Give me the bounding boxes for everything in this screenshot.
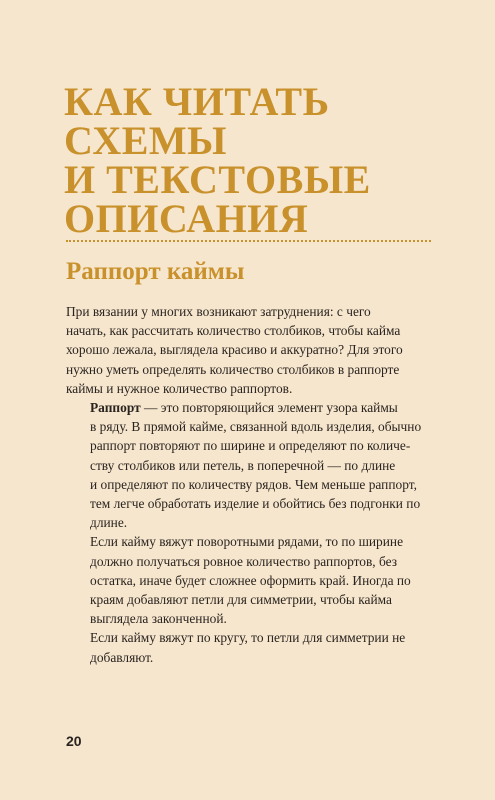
chapter-title — [64, 79, 464, 241]
text-line: добавляют. — [90, 649, 154, 665]
text-line: остатка, иначе будет сложнее оформить край. Иногда по — [90, 572, 411, 588]
definition-text: — это повторяющийся элемент узора каймы — [140, 400, 398, 416]
text-line: Если кайму вяжут по кругу, то петли для симметрии не — [90, 630, 406, 646]
text-line: начать, как рассчитать количество столбиков, чтобы кайма — [66, 323, 401, 339]
text-line: длине. — [90, 515, 128, 531]
text-line: каймы и нужное количество раппортов. — [66, 380, 293, 396]
paragraph-rapport-definition — [66, 398, 438, 532]
chapter-title-line: СХЕМЫ — [64, 118, 227, 163]
paragraph-intro — [66, 302, 438, 398]
dotted-divider — [66, 240, 431, 242]
text-line: При вязании у многих возникают затруднения: с чего — [66, 304, 371, 319]
text-line — [66, 398, 438, 417]
text-line: должно получаться ровное количество раппортов, без — [90, 553, 398, 569]
text-line: в ряду. В прямой кайме, связанной вдоль изделия, обычно — [90, 419, 422, 435]
text-line: и определяют по количеству рядов. Чем меньше раппорт, — [90, 476, 417, 492]
page-number: 20 — [66, 733, 82, 749]
paragraph-circle — [66, 628, 438, 666]
chapter-title-line: ОПИСАНИЯ — [64, 196, 309, 241]
text-line: хорошо лежала, выглядела красиво и аккуратно? Для этого — [66, 342, 403, 358]
chapter-title-line: И ТЕКСТОВЫЕ — [64, 157, 371, 202]
text-line: тем легче обработать изделие и обойтись без подгонки по — [90, 496, 421, 512]
text-line: раппорт повторяют по ширине и определяют по количе- — [90, 438, 411, 454]
text-line: Если кайму вяжут поворотными рядами, то по ширине — [90, 534, 404, 550]
body-text — [66, 302, 438, 667]
text-line: краям добавляют петли для симметрии, чтобы кайма — [90, 592, 392, 608]
text-line: выглядела законченной. — [90, 611, 227, 627]
paragraph-rows — [66, 532, 438, 628]
term-rapport: Раппорт — [90, 400, 141, 416]
section-title: Раппорт каймы — [66, 258, 245, 285]
text-line: нужно уметь определять количество столбиков в раппорте — [66, 361, 400, 377]
text-line: ству столбиков или петель, в поперечной — по длине — [90, 457, 396, 473]
chapter-title-line: КАК ЧИТАТЬ — [64, 79, 330, 124]
